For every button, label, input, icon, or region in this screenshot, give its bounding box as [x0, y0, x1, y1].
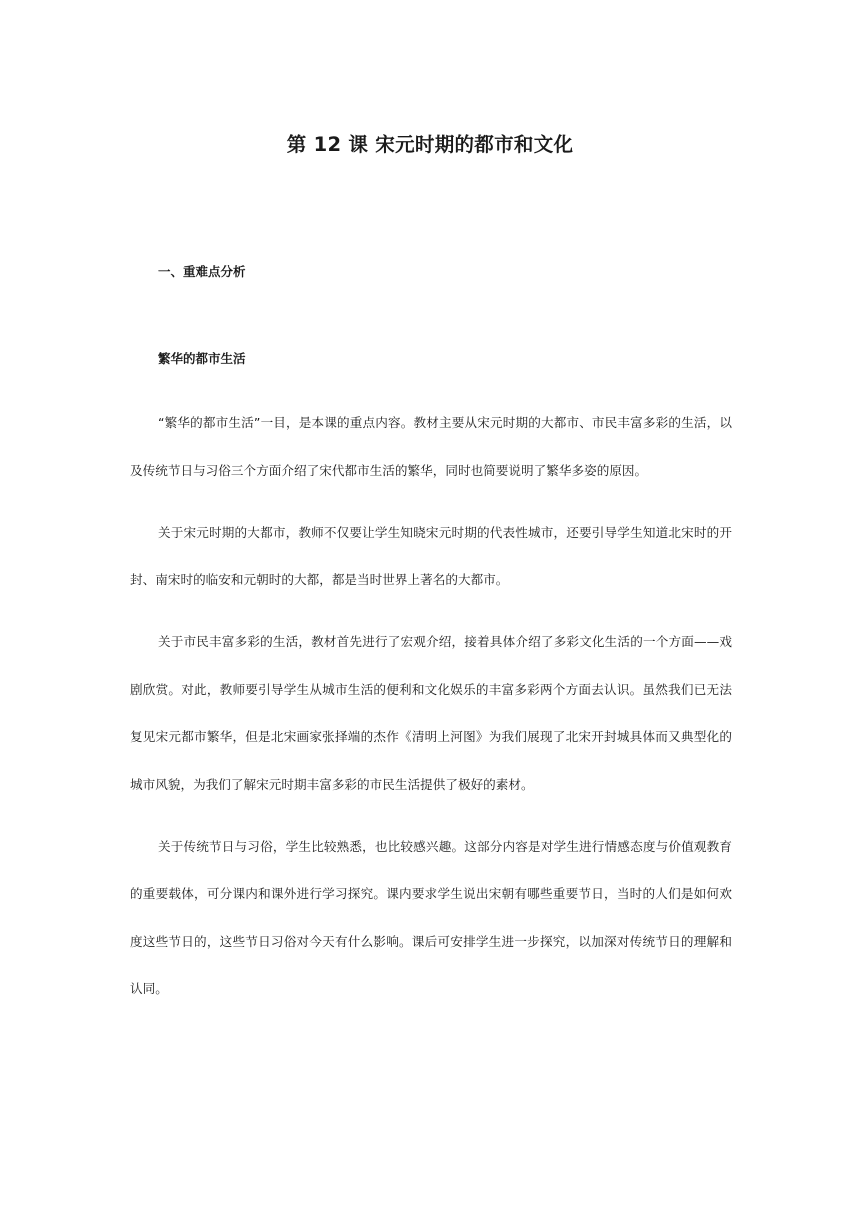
paragraph: 关于市民丰富多彩的生活，教材首先进行了宏观介绍，接着具体介绍了多彩文化生活的一个方面——戏剧欣赏。对此，教师要引导学生从城市生活的便利和文化娱乐的丰富多彩两个方面去认识。虽然我们已无法复见宋元都市繁华，但是北宋画家张择端的杰作《清明上河图》为我们展现了北宋开封城具体而又典型化的城市风貌，为我们了解宋元时期丰富多彩的市民生活提供了极好的素材。 [130, 634, 732, 792]
sub-heading: 繁华的都市生活 [158, 351, 246, 366]
paragraph: 关于宋元时期的大都市，教师不仅要让学生知晓宋元时期的代表性城市，还要引导学生知道北宋时的开封、南宋时的临安和元朝时的大都，都是当时世界上著名的大都市。 [130, 524, 732, 587]
section-heading: 一、重难点分析 [158, 264, 246, 279]
paragraph: “繁华的都市生活”一目，是本课的重点内容。教材主要从宋元时期的大都市、市民丰富多彩的生活，以及传统节日与习俗三个方面介绍了宋代都市生活的繁华，同时也简要说明了繁华多姿的原因。 [130, 415, 732, 478]
paragraph: 关于传统节日与习俗，学生比较熟悉，也比较感兴趣。这部分内容是对学生进行情感态度与价值观教育的重要载体，可分课内和课外进行学习探究。课内要求学生说出宋朝有哪些重要节日，当时的人们是如何欢度这些节日的，这些节日习俗对今天有什么影响。课后可安排学生进一步探究，以加深对传统节日的理解和认同。 [130, 838, 732, 996]
page-title: 第 12 课 宋元时期的都市和文化 [286, 133, 574, 156]
body-text [130, 399, 732, 1027]
